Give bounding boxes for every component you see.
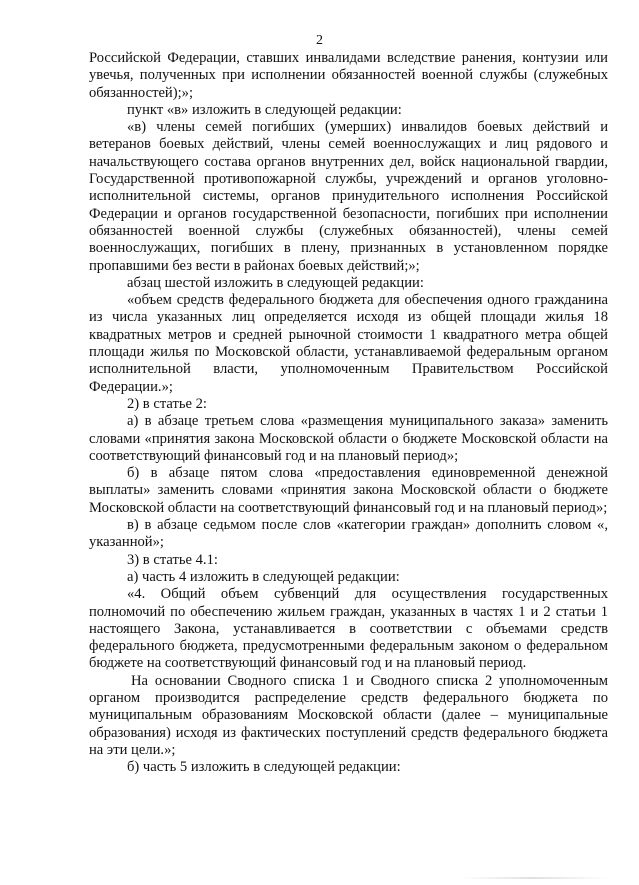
paragraph-article-2: 2) в статье 2: bbox=[127, 395, 207, 412]
paragraph-part-4: а) часть 4 изложить в следующей редакции: bbox=[127, 568, 400, 585]
paragraph-quoted-volume: «объем средств федерального бюджета для обеспечения одного гражданина из числа указанных лиц определяется исходя из общей площади жилья 18 квадратных метров и средней рыночной стоимости 1 квадратного метра общей площади жилья по Московской области, устанавливаемой федеральным органом исполнительной власти, уполномоченным Правительством Российской Федерации.»; bbox=[89, 292, 608, 395]
paragraph-quoted-item-v: «в) члены семей погибших (умерших) инвалидов боевых действий и ветеранов боевых действий, члены семей военнослужащих и лиц рядового и начальствующего состава органов внутренних дел, войск национальной гвардии, Государственной противопожарной службы, учреждений и органов уголовно-исполнительной системы, органов принудительного исполнения Российской Федерации и органов государственной безопасности, погибших при исполнении обязанностей военной службы (служебных обязанностей), члены семей военнослужащих, погибших в плену, признанных в установленном порядке пропавшими без вести в районах боевых действий;»; bbox=[89, 119, 608, 274]
paragraph-item-a: а) в абзаце третьем слова «размещения муниципального заказа» заменить словами «принятия закона Московской области о бюджете Московской области на соответствующий финансовый год и на плановый период»; bbox=[89, 413, 608, 464]
paragraph-quoted-part-4: «4. Общий объем субвенций для осуществления государственных полномочий по обеспечению жильем граждан, указанных в частях 1 и 2 статьи 1 настоящего Закона, устанавливается в соответствии с объемами средств федерального бюджета, предусмотренными федеральным законом о федеральном бюджете на соответствующий финансовый год и на плановый период. bbox=[89, 586, 608, 672]
paragraph-distribution: На основании Сводного списка 1 и Сводного списка 2 уполномоченным органом производится распределение средств федерального бюджета по муниципальным образованиям Московской области (далее – муниципальные образования) исходя из фактических поступлений средств федерального бюджета на эти цели.»; bbox=[89, 672, 608, 758]
paragraph-part-5: б) часть 5 изложить в следующей редакции: bbox=[127, 759, 401, 776]
page-number: 2 bbox=[316, 33, 323, 48]
paragraph-continuation: Российской Федерации, ставших инвалидами вследствие ранения, контузии или увечья, полученных при исполнении обязанностей военной службы (служебных обязанностей);»; bbox=[89, 50, 608, 101]
scan-edge-mark bbox=[459, 877, 609, 879]
paragraph-instruction: абзац шестой изложить в следующей редакции: bbox=[127, 274, 424, 291]
paragraph-instruction: пункт «в» изложить в следующей редакции: bbox=[127, 101, 402, 118]
paragraph-item-v: в) в абзаце седьмом после слов «категории граждан» дополнить словом «, указанной»; bbox=[89, 517, 608, 551]
paragraph-item-b: б) в абзаце пятом слова «предоставления единовременной денежной выплаты» заменить словами «принятия закона Московской области о бюджете Московской области на соответствующий финансовый год и на плановый период»; bbox=[89, 465, 608, 516]
paragraph-article-4-1: 3) в статье 4.1: bbox=[127, 551, 218, 568]
document-body bbox=[89, 50, 608, 776]
